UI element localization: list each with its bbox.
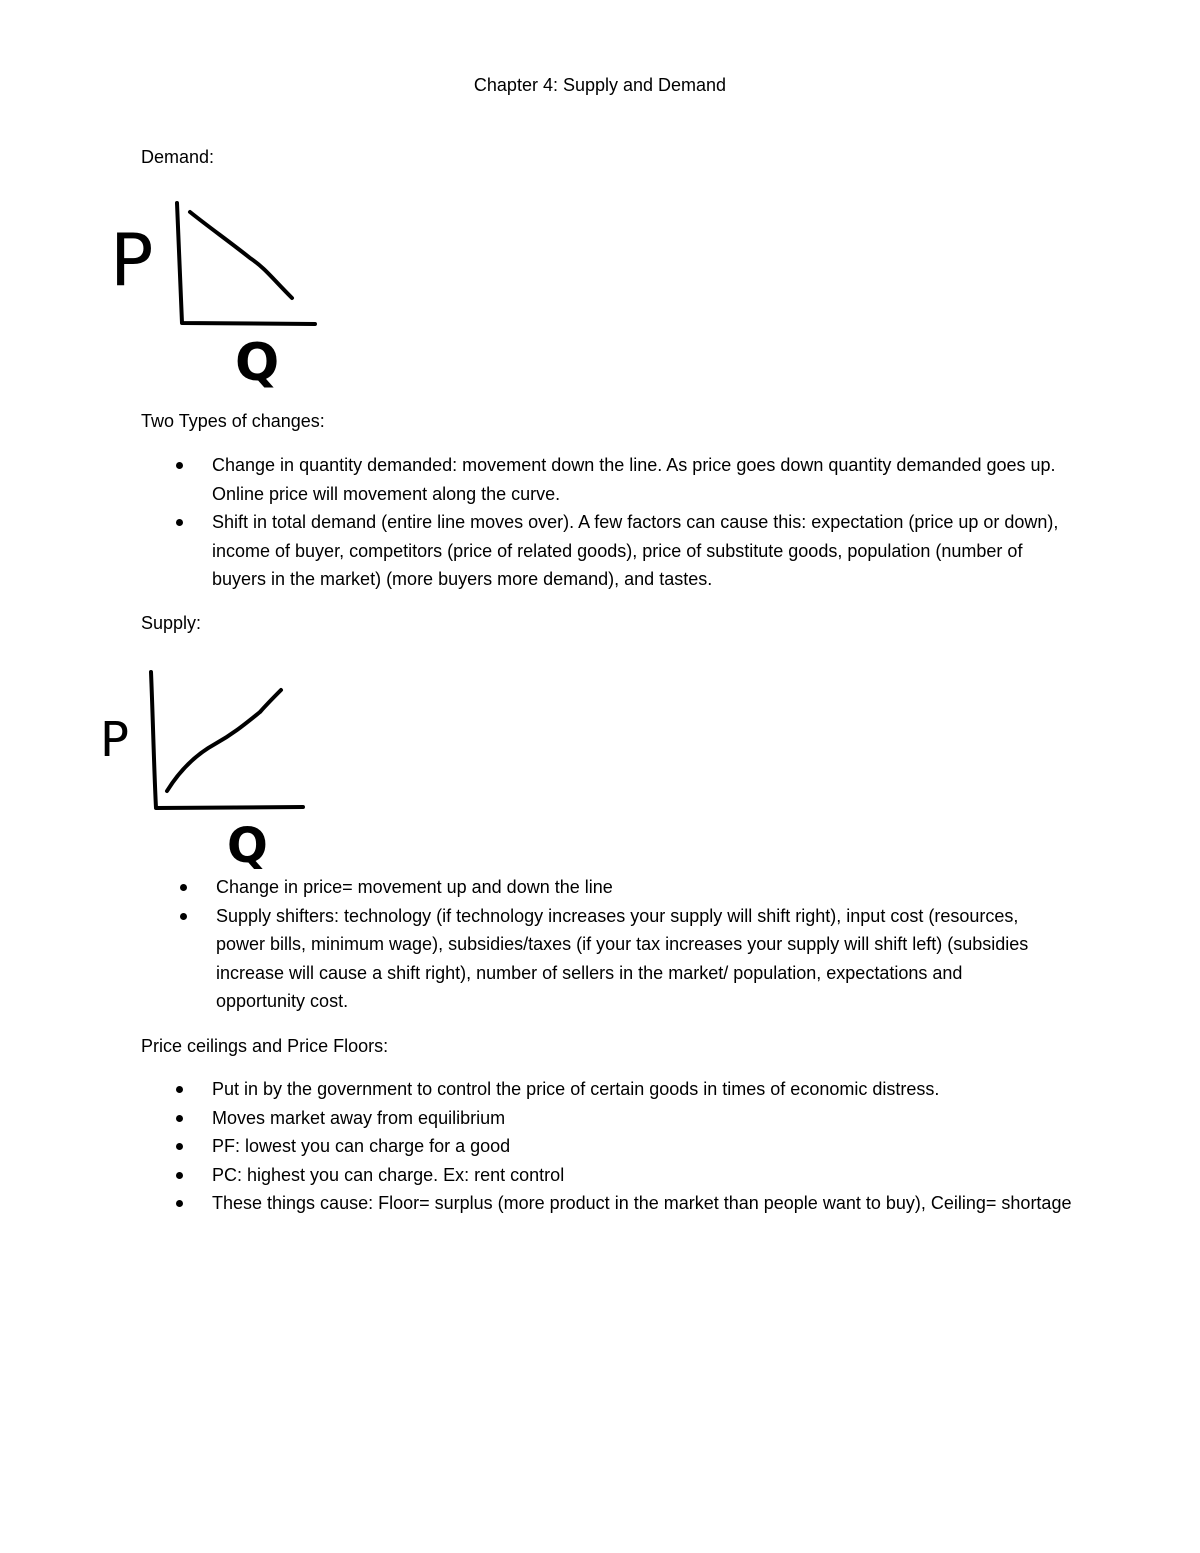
list-item-text: Moves market away from equilibrium	[212, 1107, 506, 1128]
bullet-icon	[180, 913, 187, 920]
demand-y-axis-label: P	[110, 218, 154, 302]
list-item	[216, 902, 1046, 1016]
list-item	[212, 1132, 1092, 1161]
bullet-icon	[176, 519, 183, 526]
list-item-text: PC: highest you can charge. Ex: rent control	[212, 1164, 565, 1185]
demand-curve	[190, 212, 292, 298]
list-item-text: Change in price= movement up and down the line	[216, 877, 613, 897]
demand-changes-heading: Two Types of changes:	[141, 411, 325, 431]
list-item	[212, 1161, 1092, 1190]
list-item	[212, 1189, 1092, 1218]
page-title: Chapter 4: Supply and Demand	[473, 75, 727, 95]
bullet-icon	[176, 1143, 183, 1150]
demand-sketch	[100, 190, 330, 395]
list-item	[212, 508, 1072, 594]
supply-y-axis-label: P	[100, 712, 129, 768]
list-item-text: These things cause: Floor= surplus (more product in the market than people want to buy), Ceiling= shortage	[212, 1193, 1072, 1213]
list-item	[212, 1075, 1092, 1104]
bullet-icon	[176, 462, 183, 469]
demand-bullet-list	[212, 451, 1072, 594]
price-controls-bullet-list	[212, 1075, 1092, 1218]
demand-x-axis-label: Q	[235, 333, 280, 393]
bullet-icon	[176, 1172, 183, 1179]
list-item-text: PF: lowest you can charge for a good	[212, 1136, 511, 1156]
list-item	[212, 451, 1072, 508]
price-controls-heading: Price ceilings and Price Floors:	[141, 1036, 389, 1056]
list-item-text: Put in by the government to control the price of certain goods in times of economic distress.	[212, 1079, 940, 1099]
supply-heading: Supply:	[141, 613, 202, 633]
bullet-icon	[180, 884, 187, 891]
bullet-icon	[176, 1200, 183, 1207]
list-item-text: Supply shifters: technology (if technology increases your supply will shift right), input cost (resources, power bills, minimum wage), subsidies/taxes (if your tax increases your supply will shift left) (subsidies increase will cause a shift right), number of sellers in the market/ population, expectations and opportunity cost.	[216, 905, 1029, 1011]
list-item-text: Change in quantity demanded: movement down the line. As price goes down quantity demanded goes up. Online price will movement along the curve.	[212, 455, 1056, 504]
list-item	[212, 1104, 1092, 1133]
list-item	[216, 873, 1046, 902]
demand-heading: Demand:	[141, 147, 215, 167]
bullet-icon	[176, 1115, 183, 1122]
supply-sketch	[95, 660, 320, 870]
demand-axes	[177, 203, 315, 324]
list-item-text: Shift in total demand (entire line moves over). A few factors can cause this: expectation (price up or down), income of buyer, competitors (price of related goods), price of substitute goods, population (number of buyers in the market) (more buyers more demand), and tastes.	[212, 512, 1059, 589]
supply-bullet-list	[216, 873, 1046, 1016]
supply-x-axis-label: Q	[227, 818, 268, 870]
bullet-icon	[176, 1086, 183, 1093]
supply-curve	[167, 690, 281, 791]
